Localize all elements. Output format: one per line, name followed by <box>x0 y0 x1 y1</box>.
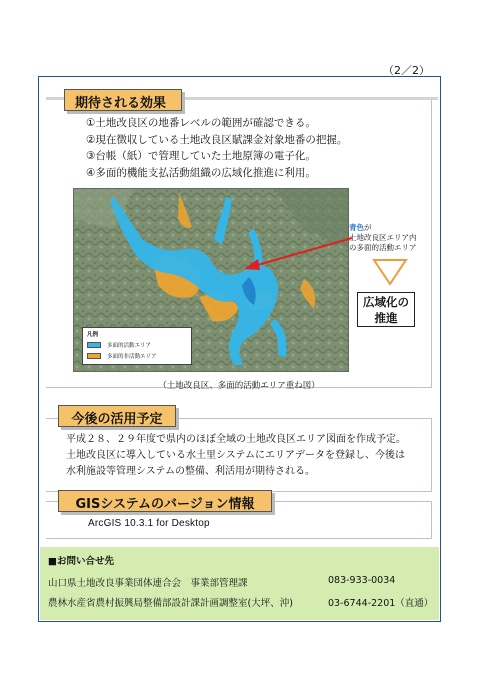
gis-version-value: ArcGIS 10.3.1 for Desktop <box>88 518 210 529</box>
map-caption: （土地改良区、多面的活動エリア重ね図） <box>158 381 320 391</box>
legend-label: 多面的活動エリア <box>107 343 152 349</box>
map-legend <box>82 327 192 365</box>
expand-label-box <box>357 292 415 327</box>
down-arrow-icon <box>372 258 408 286</box>
effect-item: ④多面的機能支払活動組織の広域化推進に利用。 <box>86 166 316 179</box>
legend-label: 多面的非活動エリア <box>107 354 157 360</box>
effects-list <box>86 115 347 181</box>
map-annotation <box>349 223 417 253</box>
legend-swatch-blue <box>87 342 101 348</box>
pointer-arrow-icon <box>240 234 355 274</box>
contact-title: ■お問い合せ先 <box>48 556 114 567</box>
future-heading: 今後の活用予定 <box>58 405 176 427</box>
expand-label-line: 広域化の <box>363 295 409 309</box>
contact-org: 山口県土地改良事業団体連合会 事業部管理課 <box>48 578 248 589</box>
effects-heading: 期待される効果 <box>64 89 182 111</box>
annotation-highlight: 青色 <box>349 223 364 232</box>
annotation-line: 土地改良区エリア内 <box>349 233 417 242</box>
contact-box <box>40 547 439 620</box>
page-number: （2／2） <box>383 64 430 77</box>
legend-row <box>87 352 187 360</box>
legend-row <box>87 341 187 349</box>
future-line: 平成２８、２９年度で県内のほぼ全域の土地改良区エリア図面を作成予定。 <box>66 434 406 445</box>
future-line: 水利施設等管理システムの整備、利活用が期待される。 <box>66 466 315 477</box>
legend-swatch-orange <box>87 353 101 359</box>
effect-item: ①土地改良区の地番レベルの範囲が確認できる。 <box>86 117 316 129</box>
legend-title: 凡例 <box>87 332 99 338</box>
contact-phone: 03-6744-2201（直通） <box>328 598 434 609</box>
annotation-suffix: が <box>364 223 372 232</box>
future-line: 土地改良区に導入している水土里システムにエリアデータを登録し、今後は <box>66 450 405 461</box>
contact-phone: 083-933-0034 <box>328 575 396 586</box>
effect-item: ②現在徴収している土地改良区賦課金対象地番の把握。 <box>86 133 348 146</box>
effect-item: ③台帳（紙）で管理していた土地原簿の電子化。 <box>86 150 316 162</box>
overlay-map <box>73 188 349 372</box>
future-text <box>66 432 406 480</box>
contact-row <box>48 575 431 595</box>
annotation-line: の多面的活動エリア <box>349 243 417 252</box>
contact-row <box>48 595 434 615</box>
expand-label-line: 推進 <box>374 311 398 325</box>
contact-org: 農林水産省農村振興局整備部設計課計画調整室(大坪、沖) <box>48 598 293 609</box>
gis-heading: GISシステムのバージョン情報 <box>58 490 272 512</box>
